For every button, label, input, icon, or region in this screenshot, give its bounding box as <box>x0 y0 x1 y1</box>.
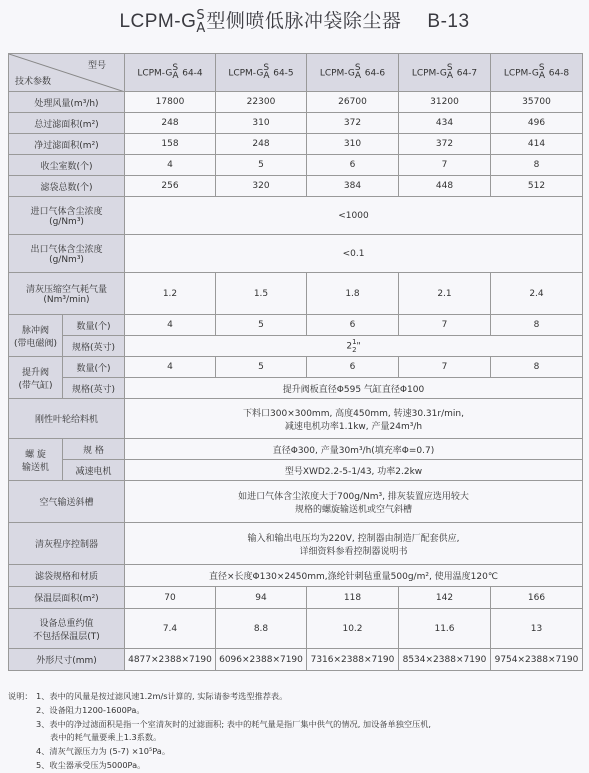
cell: 8534×2388×7190 <box>399 649 491 671</box>
cell: 1.2 <box>125 273 216 315</box>
table-row <box>9 92 583 113</box>
table-row <box>9 649 583 671</box>
corner-param-label: 技术参数 <box>15 77 52 87</box>
table-row <box>9 176 583 197</box>
row-label: 螺 旋 输送机 <box>9 439 63 481</box>
row-label: 设备总重约值 不包括保温层(T) <box>9 609 125 649</box>
cell: 496 <box>491 113 583 134</box>
row-label: 空气输送斜槽 <box>9 481 125 523</box>
table-row <box>9 273 583 315</box>
row-label: 处理风量(m³/h) <box>9 92 125 113</box>
cell: 166 <box>491 587 583 609</box>
cell: 13 <box>491 609 583 649</box>
cell: 提升阀板直径Φ595 气缸直径Φ100 <box>125 378 583 399</box>
model-header-2: LCPM-G S A 64-5 <box>216 54 307 92</box>
cell: 17800 <box>125 92 216 113</box>
cell: 8 <box>491 357 583 378</box>
cell: 6 <box>307 315 399 336</box>
cell: 直径×长度Φ130×2450mm,涤纶针刺毡重量500g/m², 使用温度120℃ <box>125 565 583 587</box>
cell: 512 <box>491 176 583 197</box>
note-item: 2、设备阻力1200-1600Pa。 <box>36 704 145 715</box>
row-label: 外形尺寸(mm) <box>9 649 125 671</box>
corner-model-label: 型号 <box>87 61 106 71</box>
row-label: 提升阀 (带气缸) <box>9 357 63 399</box>
table-row <box>9 460 583 481</box>
cell: 22300 <box>216 92 307 113</box>
row-label: 出口气体含尘浓度 (g/Nm³) <box>9 235 125 273</box>
header-row <box>9 54 583 92</box>
row-label: 清灰压缩空气耗气量 (Nm³/min) <box>9 273 125 315</box>
row-label: 保温层面积(m²) <box>9 587 125 609</box>
cell: 7 <box>399 357 491 378</box>
cell: 7316×2388×7190 <box>307 649 399 671</box>
title-sa-top: S <box>196 7 206 23</box>
cell: 2 1 2 " <box>125 336 583 357</box>
page-title <box>0 6 589 35</box>
cell: 4 <box>125 315 216 336</box>
sub-label: 规 格 <box>63 439 125 460</box>
sub-label: 数量(个) <box>63 315 125 336</box>
table-row <box>9 378 583 399</box>
cell: 35700 <box>491 92 583 113</box>
title-model-prefix: LCPM-G <box>119 11 197 32</box>
table-row <box>9 155 583 176</box>
table-row <box>9 523 583 565</box>
spec-table <box>8 53 583 671</box>
cell: 434 <box>399 113 491 134</box>
cell: 2.4 <box>491 273 583 315</box>
cell: 310 <box>307 134 399 155</box>
cell: 7 <box>399 155 491 176</box>
row-label: 进口气体含尘浓度 (g/Nm³) <box>9 197 125 235</box>
cell: 4 <box>125 357 216 378</box>
model-header-1: LCPM-G S A 64-4 <box>125 54 216 92</box>
cell: <1000 <box>125 197 583 235</box>
sub-label: 规格(英寸) <box>63 378 125 399</box>
cell: 11.6 <box>399 609 491 649</box>
sub-label: 减速电机 <box>63 460 125 481</box>
cell: 8 <box>491 155 583 176</box>
note-item: 表中的耗气量要乘上1.3系数。 <box>50 732 162 743</box>
table-row <box>9 113 583 134</box>
row-label: 总过滤面积(m²) <box>9 113 125 134</box>
cell: 384 <box>307 176 399 197</box>
cell: 6 <box>307 155 399 176</box>
table-row <box>9 235 583 273</box>
title-name: 型侧喷低脉冲袋除尘器 <box>206 10 402 32</box>
row-label: 刚性叶轮给料机 <box>9 399 125 439</box>
cell: 直径Φ300, 产量30m³/h(填充率Φ=0.7) <box>125 439 583 460</box>
table-row <box>9 336 583 357</box>
cell: <0.1 <box>125 235 583 273</box>
note-item: 4、清灰气源压力为 (5-7) ×10⁵Pa。 <box>36 746 171 757</box>
cell: 9754×2388×7190 <box>491 649 583 671</box>
cell: 31200 <box>399 92 491 113</box>
note-item: 5、收尘器承受压为5000Pa。 <box>36 759 146 770</box>
sub-label: 数量(个) <box>63 357 125 378</box>
cell: 256 <box>125 176 216 197</box>
row-label: 清灰程序控制器 <box>9 523 125 565</box>
cell: 70 <box>125 587 216 609</box>
cell: 1.5 <box>216 273 307 315</box>
cell: 414 <box>491 134 583 155</box>
cell: 输入和输出电压均为220V, 控制器由制造厂配套供应, 详细资料参看控制器说明书 <box>125 523 583 565</box>
cell: 6096×2388×7190 <box>216 649 307 671</box>
model-header-3: LCPM-G S A 64-6 <box>307 54 399 92</box>
cell: 448 <box>399 176 491 197</box>
cell: 158 <box>125 134 216 155</box>
cell: 10.2 <box>307 609 399 649</box>
row-label: 收尘室数(个) <box>9 155 125 176</box>
table-row <box>9 315 583 336</box>
cell: 118 <box>307 587 399 609</box>
cell: 248 <box>125 113 216 134</box>
cell: 1.8 <box>307 273 399 315</box>
table-row <box>9 357 583 378</box>
cell: 8.8 <box>216 609 307 649</box>
cell: 如进口气体含尘浓度大于700g/Nm³, 排灰装置应选用较大 规格的螺旋输送机或空气斜槽 <box>125 481 583 523</box>
row-label: 滤袋规格和材质 <box>9 565 125 587</box>
cell: 142 <box>399 587 491 609</box>
cell: 5 <box>216 357 307 378</box>
table-row <box>9 565 583 587</box>
notes-section <box>8 690 583 773</box>
table-row <box>9 399 583 439</box>
table-row <box>9 197 583 235</box>
cell: 5 <box>216 315 307 336</box>
cell: 4 <box>125 155 216 176</box>
cell: 2.1 <box>399 273 491 315</box>
table-row <box>9 134 583 155</box>
table-row <box>9 587 583 609</box>
cell: 6 <box>307 357 399 378</box>
cell: 7 <box>399 315 491 336</box>
table-row <box>9 609 583 649</box>
cell: 248 <box>216 134 307 155</box>
cell: 320 <box>216 176 307 197</box>
note-item: 3、表中的净过滤面积是指一个室清灰时的过滤面积; 表中的耗气量是指厂集中供气的情况, 加设备单独空压机, <box>36 718 432 729</box>
sub-label: 规格(英寸) <box>63 336 125 357</box>
cell: 7.4 <box>125 609 216 649</box>
table-row <box>9 481 583 523</box>
header-corner-cell <box>9 54 125 92</box>
cell: 5 <box>216 155 307 176</box>
title-code: B-13 <box>427 11 470 32</box>
row-label: 脉冲阀 (带电磁阀) <box>9 315 63 357</box>
model-header-5: LCPM-G S A 64-8 <box>491 54 583 92</box>
cell: 372 <box>307 113 399 134</box>
cell: 94 <box>216 587 307 609</box>
cell: 8 <box>491 315 583 336</box>
cell: 26700 <box>307 92 399 113</box>
row-label: 滤袋总数(个) <box>9 176 125 197</box>
cell: 4877×2388×7190 <box>125 649 216 671</box>
note-item: 1、表中的风量是按过滤风速1.2m/s计算的, 实际请参考选型推荐表。 <box>36 691 288 701</box>
model-header-4: LCPM-G S A 64-7 <box>399 54 491 92</box>
cell: 372 <box>399 134 491 155</box>
title-sa-bottom: A <box>196 20 206 36</box>
row-label: 净过滤面积(m²) <box>9 134 125 155</box>
cell: 下料口300×300mm, 高度450mm, 转速30.31r/min, 减速电机功率1.1kw, 产量24m³/h <box>125 399 583 439</box>
notes-prefix: 说明： <box>8 691 33 701</box>
title-sa-stack <box>196 9 206 35</box>
cell: 型号XWD2.2-5-1/43, 功率2.2kw <box>125 460 583 481</box>
cell: 310 <box>216 113 307 134</box>
table-row <box>9 439 583 460</box>
